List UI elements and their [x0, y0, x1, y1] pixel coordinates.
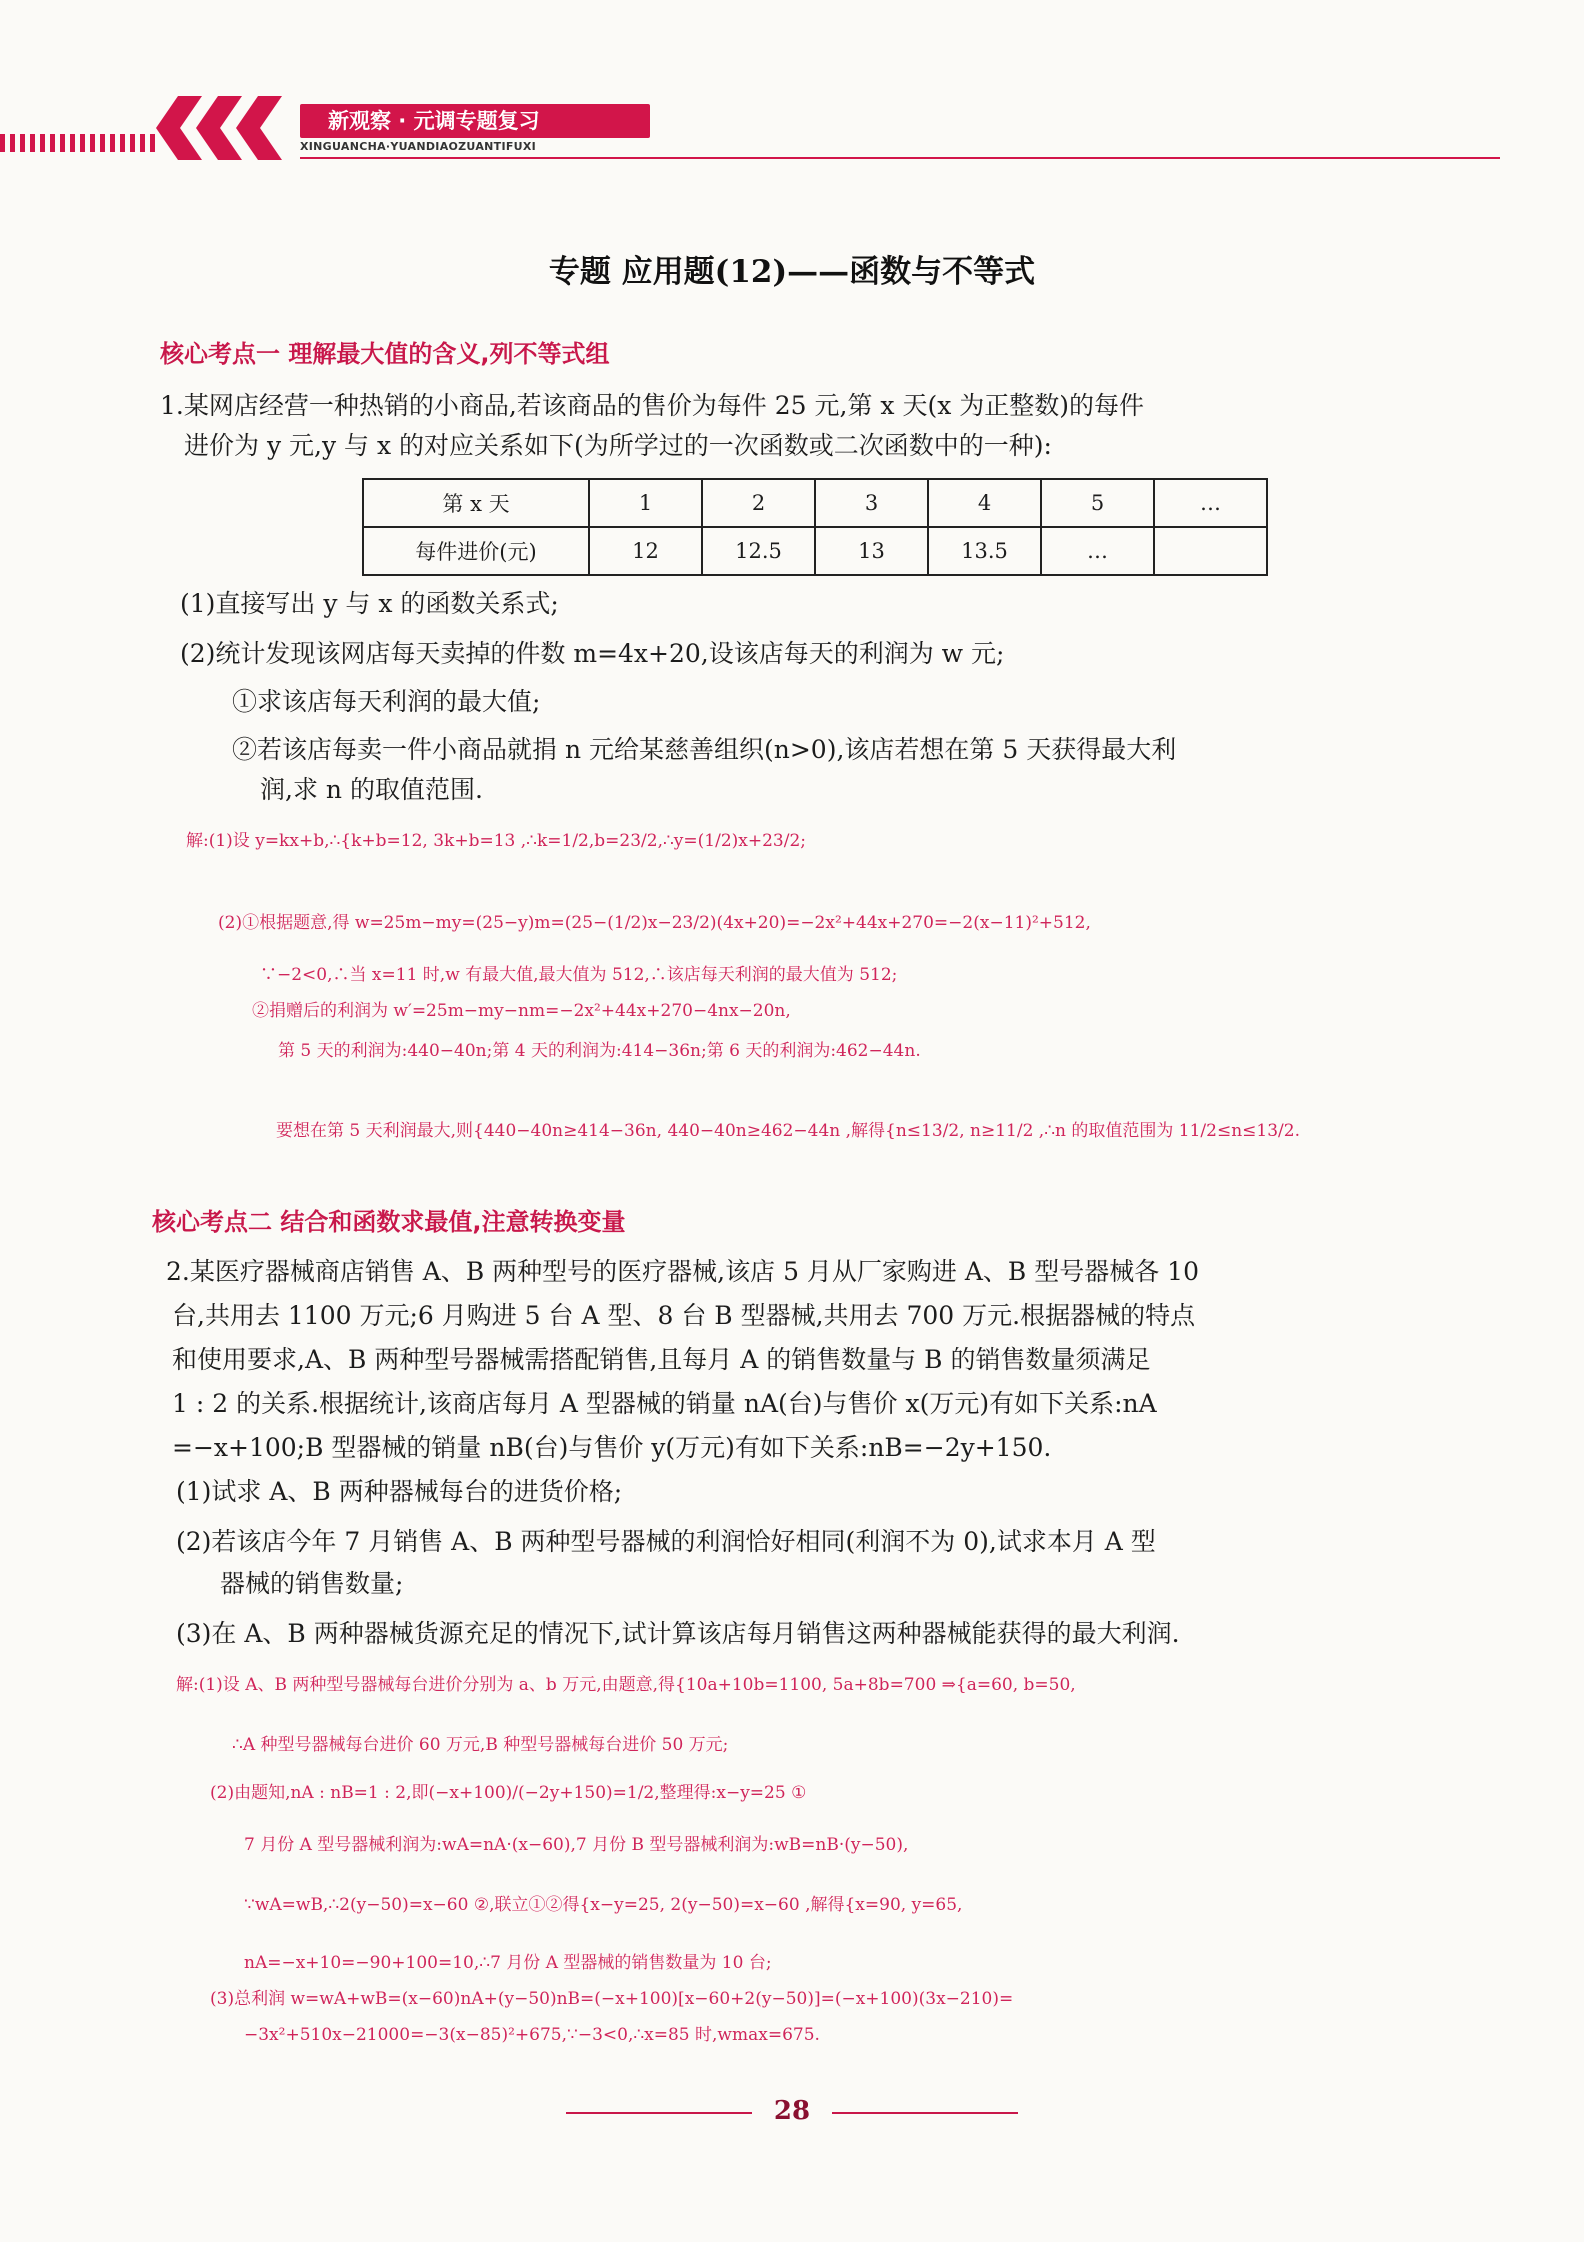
- question-1-part-1: (1)直接写出 y 与 x 的函数关系式;: [180, 589, 559, 618]
- header-chevrons: [150, 96, 300, 160]
- question-2-line: =−x+100;B 型器械的销量 nB(台)与售价 y(万元)有如下关系:nB=−2y+150.: [172, 1433, 1052, 1462]
- header-subtitle: XINGUANCHA·YUANDIAOZUANTIFUXI: [300, 140, 537, 153]
- question-1-part-2b: ②若该店每卖一件小商品就捐 n 元给某慈善组织(n>0),该店若想在第 5 天获得最大利: [232, 735, 1177, 764]
- solution-2-line: −3x²+510x−21000=−3(x−85)²+675,∵−3<0,∴x=85 时,wmax=675.: [244, 2025, 820, 2045]
- table-cell: …: [1154, 479, 1267, 527]
- question-2-part-2-cont: 器械的销售数量;: [220, 1569, 404, 1598]
- solution-2-line: ∴A 种型号器械每台进价 60 万元,B 种型号器械每台进价 50 万元;: [232, 1735, 729, 1755]
- header-stripes: [0, 134, 160, 152]
- table-cell: 每件进价(元): [363, 527, 589, 575]
- solution-2-line: (2)由题知,nA : nB=1 : 2,即(−x+100)/(−2y+150)=1/2,整理得:x−y=25 ①: [210, 1783, 807, 1803]
- question-2-line: 2.某医疗器械商店销售 A、B 两种型号的医疗器械,该店 5 月从厂家购进 A、B 型号器械各 10: [166, 1257, 1199, 1286]
- question-2-part-1: (1)试求 A、B 两种器械每台的进货价格;: [176, 1477, 623, 1506]
- solution-2-line: (3)总利润 w=wA+wB=(x−60)nA+(y−50)nB=(−x+100)[x−60+2(y−50)]=(−x+100)(3x−210)=: [210, 1989, 1014, 2009]
- table-cell: 13.5: [928, 527, 1041, 575]
- table-cell: 4: [928, 479, 1041, 527]
- table-cell: 1: [589, 479, 702, 527]
- question-2-part-2: (2)若该店今年 7 月销售 A、B 两种型号器械的利润恰好相同(利润不为 0),试求本月 A 型: [176, 1527, 1156, 1556]
- question-1-part-2: (2)统计发现该网店每天卖掉的件数 m=4x+20,设该店每天的利润为 w 元;: [180, 639, 1005, 668]
- table-cell: 5: [1041, 479, 1154, 527]
- question-2-part-3: (3)在 A、B 两种器械货源充足的情况下,试计算该店每月销售这两种器械能获得的最大利润.: [176, 1619, 1180, 1648]
- solution-1-line: (2)①根据题意,得 w=25m−my=(25−y)m=(25−(1/2)x−23/2)(4x+20)=−2x²+44x+270=−2(x−11)²+512,: [218, 913, 1091, 933]
- table-cell: 12.5: [702, 527, 815, 575]
- footer-rule-right: [832, 2112, 1018, 2114]
- question-1-line-1: 1.某网店经营一种热销的小商品,若该商品的售价为每件 25 元,第 x 天(x 为正整数)的每件: [160, 391, 1144, 420]
- question-2-line: 1 : 2 的关系.根据统计,该商店每月 A 型器械的销量 nA(台)与售价 x(万元)有如下关系:nA: [172, 1389, 1157, 1418]
- question-2-line: 台,共用去 1100 万元;6 月购进 5 台 A 型、8 台 B 型器械,共用去 700 万元.根据器械的特点: [172, 1301, 1196, 1330]
- table-cell: 13: [815, 527, 928, 575]
- section-heading-1: 核心考点一 理解最大值的含义,列不等式组: [160, 340, 610, 368]
- table-row: [363, 479, 1267, 527]
- table-cell: …: [1041, 527, 1154, 575]
- header-rule: [300, 157, 1500, 159]
- table-row: [363, 527, 1267, 575]
- solution-1-line: 要想在第 5 天利润最大,则{440−40n≥414−36n, 440−40n≥462−44n ,解得{n≤13/2, n≥11/2 ,∴n 的取值范围为 11/2≤n≤13/2.: [276, 1121, 1300, 1141]
- question-1-line-2: 进价为 y 元,y 与 x 的对应关系如下(为所学过的一次函数或二次函数中的一种):: [184, 431, 1052, 460]
- table-cell: 第 x 天: [363, 479, 589, 527]
- page-number: 28: [773, 2096, 811, 2126]
- table-cell: 3: [815, 479, 928, 527]
- solution-2-line: nA=−x+10=−90+100=10,∴7 月份 A 型器械的销售数量为 10 台;: [244, 1953, 772, 1973]
- solution-2-line: 解:(1)设 A、B 两种型号器械每台进价分别为 a、b 万元,由题意,得{10a+10b=1100, 5a+8b=700 ⇒{a=60, b=50,: [176, 1675, 1076, 1695]
- question-1-part-2b-cont: 润,求 n 的取值范围.: [260, 775, 483, 804]
- section-heading-2: 核心考点二 结合和函数求最值,注意转换变量: [152, 1208, 626, 1236]
- solution-1-line: ∵−2<0,∴当 x=11 时,w 有最大值,最大值为 512,∴该店每天利润的最大值为 512;: [260, 965, 898, 985]
- page-title: 专题 应用题(12)——函数与不等式: [548, 254, 1036, 290]
- table-cell: 2: [702, 479, 815, 527]
- price-table: [362, 478, 1268, 576]
- solution-1-line: ②捐赠后的利润为 w′=25m−my−nm=−2x²+44x+270−4nx−20n,: [252, 1001, 791, 1021]
- solution-1-line: 解:(1)设 y=kx+b,∴{k+b=12, 3k+b=13 ,∴k=1/2,b=23/2,∴y=(1/2)x+23/2;: [186, 831, 807, 851]
- solution-1-line: 第 5 天的利润为:440−40n;第 4 天的利润为:414−36n;第 6 天的利润为:462−44n.: [278, 1041, 921, 1061]
- footer-rule-left: [566, 2112, 752, 2114]
- solution-2-line: ∵wA=wB,∴2(y−50)=x−60 ②,联立①②得{x−y=25, 2(y−50)=x−60 ,解得{x=90, y=65,: [244, 1895, 963, 1915]
- solution-2-line: 7 月份 A 型号器械利润为:wA=nA·(x−60),7 月份 B 型号器械利润为:wB=nB·(y−50),: [244, 1835, 909, 1855]
- table-cell: [1154, 527, 1267, 575]
- table-cell: 12: [589, 527, 702, 575]
- question-1-part-2a: ①求该店每天利润的最大值;: [232, 687, 541, 716]
- question-2-line: 和使用要求,A、B 两种型号器械需搭配销售,且每月 A 的销售数量与 B 的销售数量须满足: [172, 1345, 1151, 1374]
- header-title: 新观察 · 元调专题复习: [300, 104, 650, 138]
